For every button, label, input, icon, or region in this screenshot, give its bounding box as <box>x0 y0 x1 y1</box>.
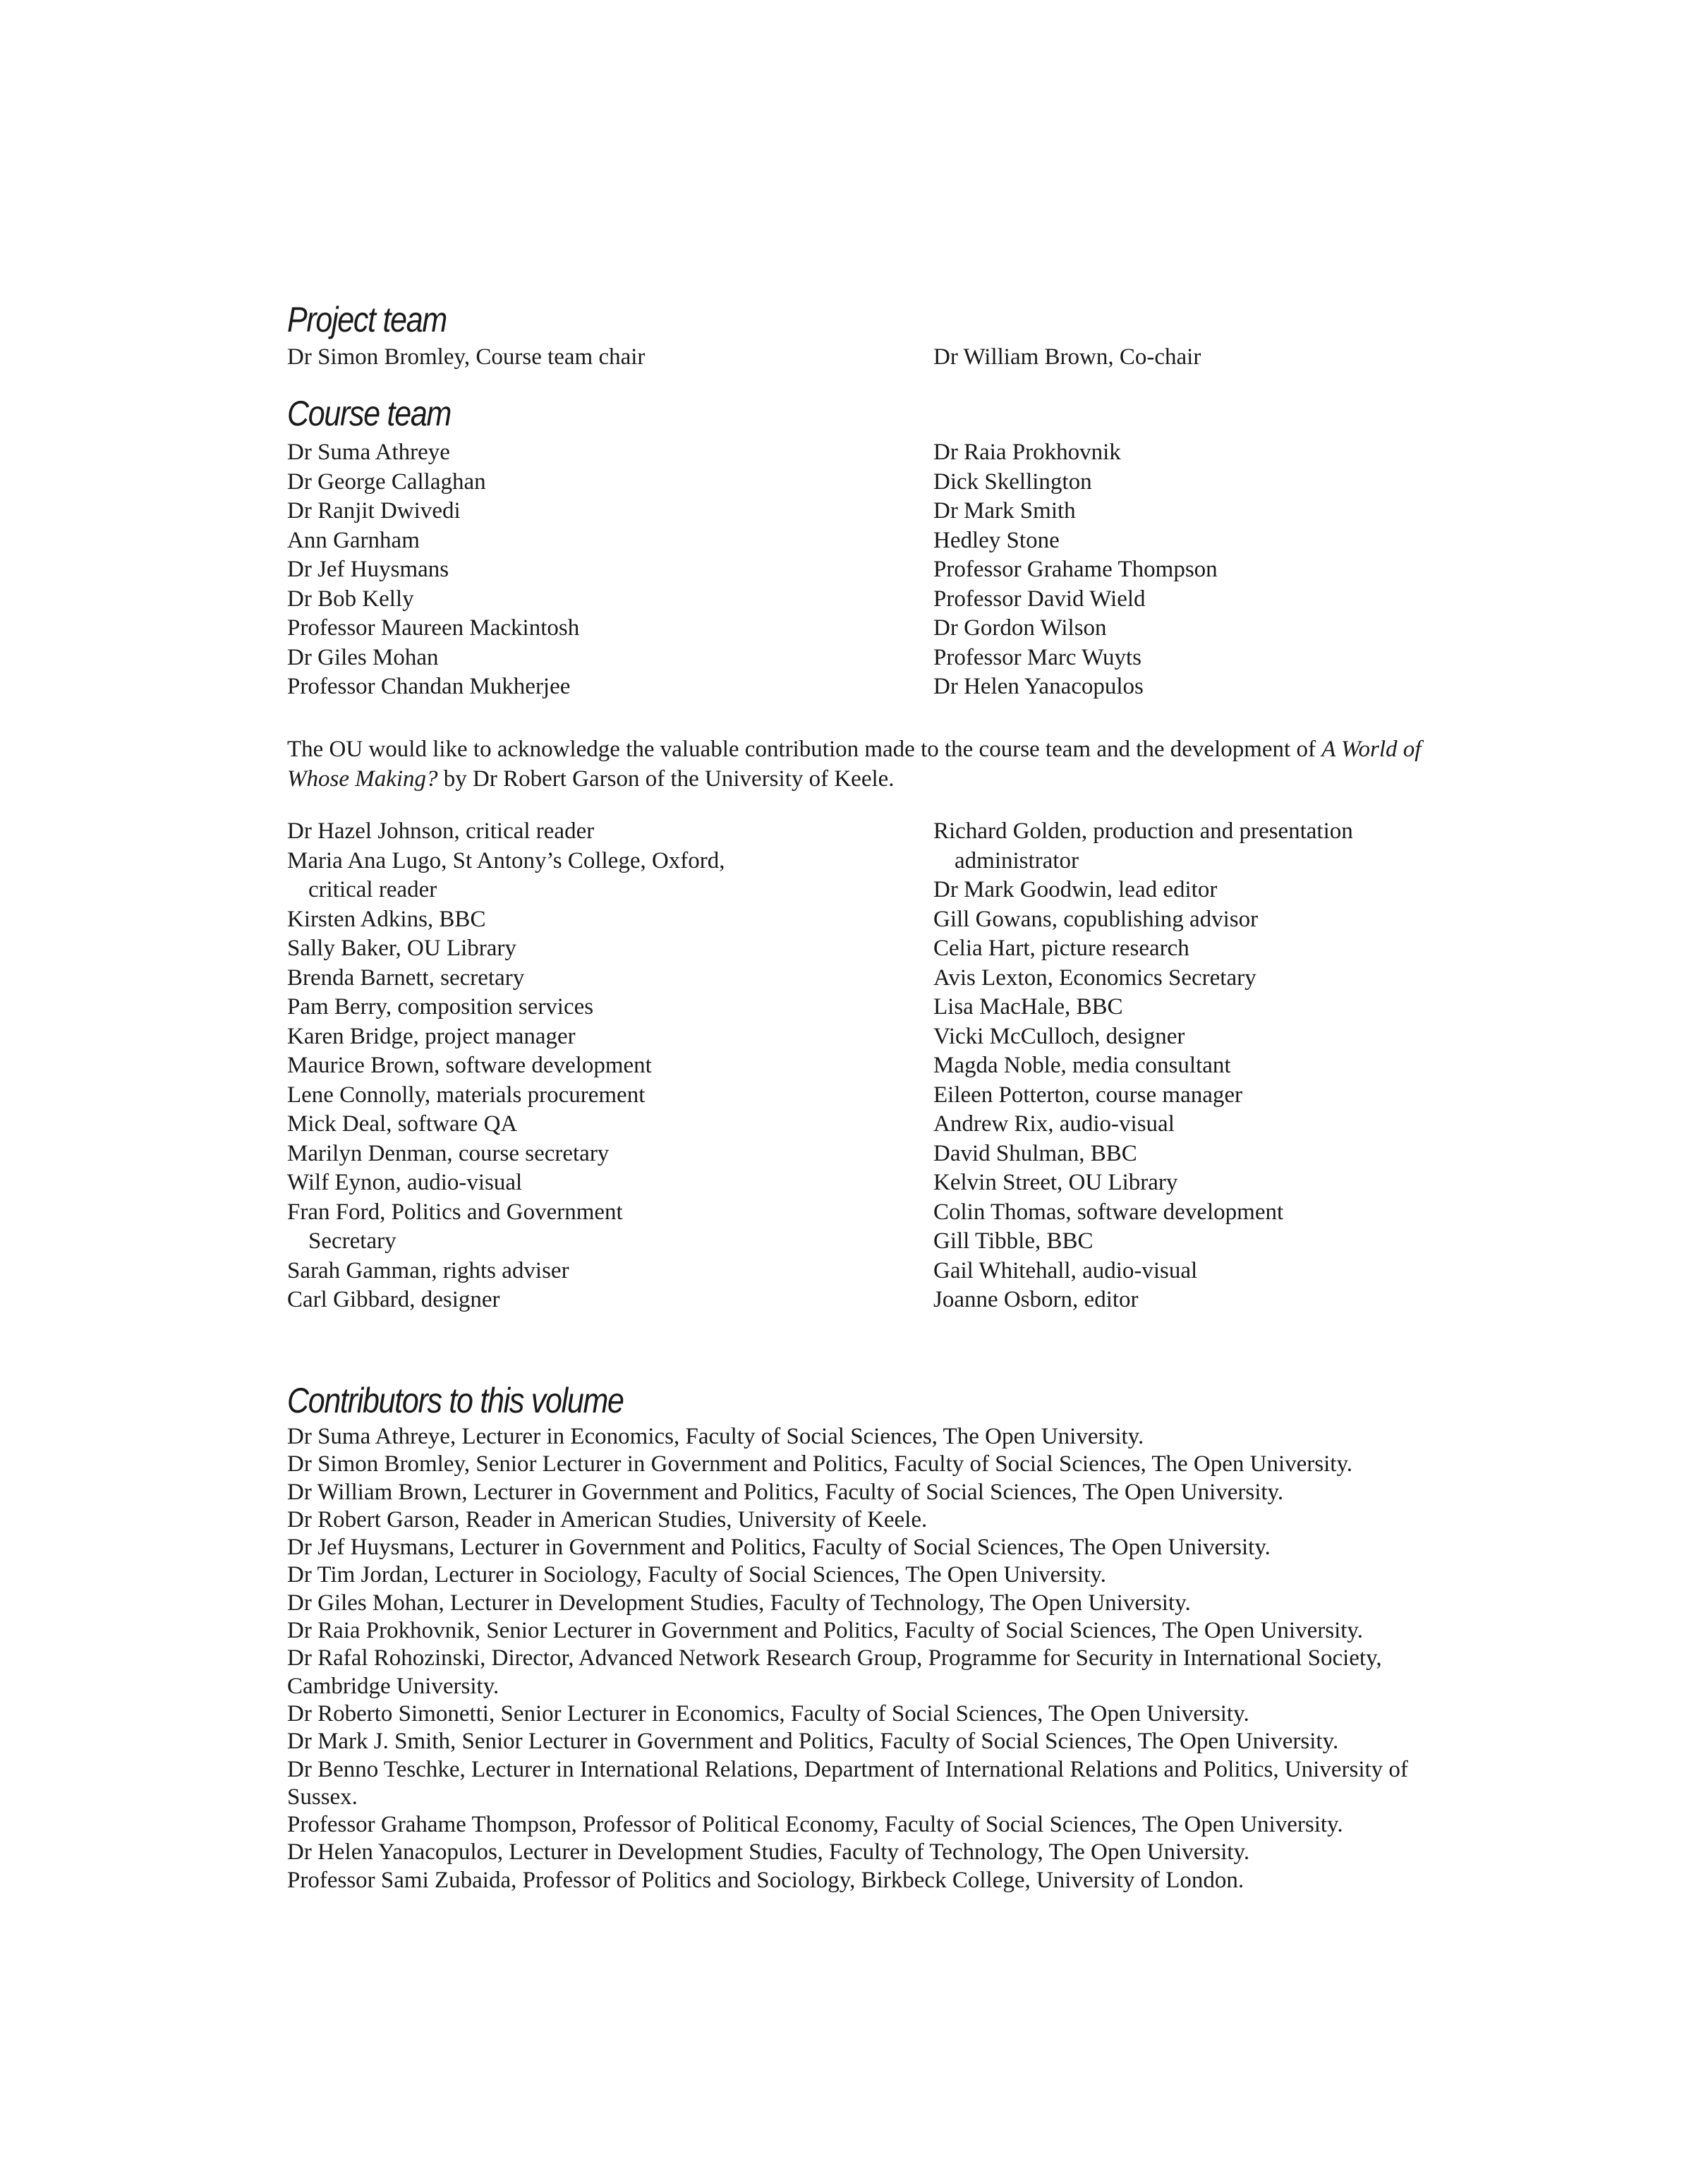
course-team-member: Dr Gordon Wilson <box>933 615 1107 641</box>
staff-credit: Mick Deal, software QA <box>287 1111 518 1137</box>
project-team-cochair <box>933 343 1201 373</box>
staff-credit: Gail Whitehall, audio-visual <box>933 1257 1198 1283</box>
project-team-chair <box>287 343 645 373</box>
staff-credit: Maurice Brown, software development <box>287 1053 652 1078</box>
staff-credit: Wilf Eynon, audio-visual <box>287 1170 523 1195</box>
contributor-line: Dr Benno Teschke, Lecturer in International Relations, Department of International Relations and Politics, University of <box>287 1756 1408 1782</box>
staff-credit: Maria Ana Lugo, St Antony’s College, Oxford, <box>287 847 725 873</box>
acknowledgement-text-before: The OU would like to acknowledge the valuable contribution made to the course team and the development of <box>287 737 1322 762</box>
staff-credit: Marilyn Denman, course secretary <box>287 1140 610 1166</box>
staff-credit: Fran Ford, Politics and Government <box>287 1199 623 1225</box>
contributor-line: Dr Mark J. Smith, Senior Lecturer in Government and Politics, Faculty of Social Sciences, The Open University. <box>287 1729 1339 1755</box>
staff-credit: Celia Hart, picture research <box>933 936 1189 961</box>
staff-credit: Joanne Osborn, editor <box>933 1287 1139 1312</box>
staff-credit: Sarah Gamman, rights adviser <box>287 1257 569 1283</box>
contributors-heading: Contributors to this volume <box>287 1381 624 1420</box>
staff-credit: Vicki McCulloch, designer <box>933 1023 1185 1049</box>
staff-credit: Eileen Potterton, course manager <box>933 1082 1243 1108</box>
staff-credit: Magda Noble, media consultant <box>933 1053 1231 1078</box>
project-team-cochair-line: Dr William Brown, Co-chair <box>933 344 1201 370</box>
contributor-line: Dr Jef Huysmans, Lecturer in Government and Politics, Faculty of Social Sciences, The Open University. <box>287 1535 1271 1561</box>
course-team-member: Dr Raia Prokhovnik <box>933 440 1121 465</box>
course-team-member: Dr George Callaghan <box>287 468 486 495</box>
staff-credit-continuation: critical reader <box>308 877 437 902</box>
staff-credit: Andrew Rix, audio-visual <box>933 1111 1175 1137</box>
staff-right-column <box>933 817 1353 1315</box>
course-team-member: Dr Suma Athreye <box>287 440 450 465</box>
contributor-line: Professor Grahame Thompson, Professor of Political Economy, Faculty of Social Sciences, The Open University. <box>287 1812 1343 1838</box>
course-team-member: Hedley Stone <box>933 527 1060 553</box>
course-team-member: Ann Garnham <box>287 527 420 553</box>
course-team-member: Dr Helen Yanacopulos <box>933 674 1144 699</box>
staff-credit: Kirsten Adkins, BBC <box>287 906 486 932</box>
contributor-line-continuation: Cambridge University. <box>287 1673 499 1699</box>
staff-credit: Gill Gowans, copublishing advisor <box>933 906 1259 932</box>
staff-credit: Karen Bridge, project manager <box>287 1023 576 1049</box>
staff-credit: Carl Gibbard, designer <box>287 1287 500 1312</box>
course-team-member: Dr Bob Kelly <box>287 586 414 612</box>
acknowledgement-paragraph <box>287 735 1486 794</box>
acknowledgement-text-after: by Dr Robert Garson of the University of Keele. <box>437 766 895 792</box>
contributor-line: Dr Roberto Simonetti, Senior Lecturer in Economics, Faculty of Social Sciences, The Open University. <box>287 1700 1249 1727</box>
contributor-line-continuation: Sussex. <box>287 1784 358 1810</box>
staff-credit: Brenda Barnett, secretary <box>287 964 525 991</box>
contributor-line: Professor Sami Zubaida, Professor of Politics and Sociology, Birkbeck College, University of London. <box>287 1867 1244 1893</box>
staff-credit-continuation: Secretary <box>308 1228 396 1254</box>
project-team-heading: Project team <box>287 300 447 339</box>
staff-credit: Gill Tibble, BBC <box>933 1228 1094 1254</box>
contributor-line: Dr Giles Mohan, Lecturer in Development Studies, Faculty of Technology, The Open University. <box>287 1590 1191 1616</box>
contributor-line: Dr Rafal Rohozinski, Director, Advanced Network Research Group, Programme for Security in International Society, <box>287 1645 1382 1671</box>
project-team-chair-line: Dr Simon Bromley, Course team chair <box>287 344 646 370</box>
staff-credit: Avis Lexton, Economics Secretary <box>933 964 1256 991</box>
course-team-member: Dr Jef Huysmans <box>287 557 449 582</box>
staff-credit: Lene Connolly, materials procurement <box>287 1082 646 1108</box>
course-team-heading: Course team <box>287 394 451 433</box>
staff-credit: David Shulman, BBC <box>933 1140 1137 1166</box>
staff-credit: Colin Thomas, software development <box>933 1199 1284 1225</box>
contributor-line: Dr Robert Garson, Reader in American Studies, University of Keele. <box>287 1506 928 1532</box>
course-team-member: Dr Giles Mohan <box>287 644 439 670</box>
volume-title: A World of Whose Making? <box>287 737 1422 792</box>
course-team-member: Professor Maureen Mackintosh <box>287 615 580 641</box>
course-team-member: Dr Ranjit Dwivedi <box>287 498 461 524</box>
staff-credit: Sally Baker, OU Library <box>287 936 516 961</box>
course-team-member: Professor Grahame Thompson <box>933 557 1218 582</box>
contributor-line: Dr William Brown, Lecturer in Government and Politics, Faculty of Social Sciences, The Open University. <box>287 1479 1284 1505</box>
contributors-list <box>287 1423 1486 1894</box>
contributor-line: Dr Tim Jordan, Lecturer in Sociology, Faculty of Social Sciences, The Open University. <box>287 1562 1106 1588</box>
course-team-left-column <box>287 438 579 702</box>
staff-credit-continuation: administrator <box>955 847 1079 873</box>
contributor-line: Dr Simon Bromley, Senior Lecturer in Government and Politics, Faculty of Social Sciences, The Open University. <box>287 1451 1353 1477</box>
course-team-member: Professor Chandan Mukherjee <box>287 674 571 699</box>
contributor-line: Dr Helen Yanacopulos, Lecturer in Development Studies, Faculty of Technology, The Open University. <box>287 1839 1250 1865</box>
staff-left-column <box>287 817 725 1315</box>
staff-credit: Pam Berry, composition services <box>287 994 594 1020</box>
contributor-line: Dr Suma Athreye, Lecturer in Economics, Faculty of Social Sciences, The Open University. <box>287 1424 1144 1449</box>
course-team-member: Dick Skellington <box>933 468 1092 495</box>
course-team-member: Dr Mark Smith <box>933 498 1076 524</box>
contributor-line: Dr Raia Prokhovnik, Senior Lecturer in Government and Politics, Faculty of Social Sciences, The Open University. <box>287 1618 1364 1644</box>
staff-credit: Lisa MacHale, BBC <box>933 994 1123 1020</box>
staff-credit: Richard Golden, production and presentation <box>933 818 1353 844</box>
staff-credit: Dr Mark Goodwin, lead editor <box>933 877 1218 902</box>
staff-credit: Dr Hazel Johnson, critical reader <box>287 818 595 844</box>
course-team-right-column <box>933 438 1218 702</box>
staff-credit: Kelvin Street, OU Library <box>933 1170 1178 1195</box>
course-team-member: Professor Marc Wuyts <box>933 644 1142 670</box>
course-team-member: Professor David Wield <box>933 586 1146 612</box>
